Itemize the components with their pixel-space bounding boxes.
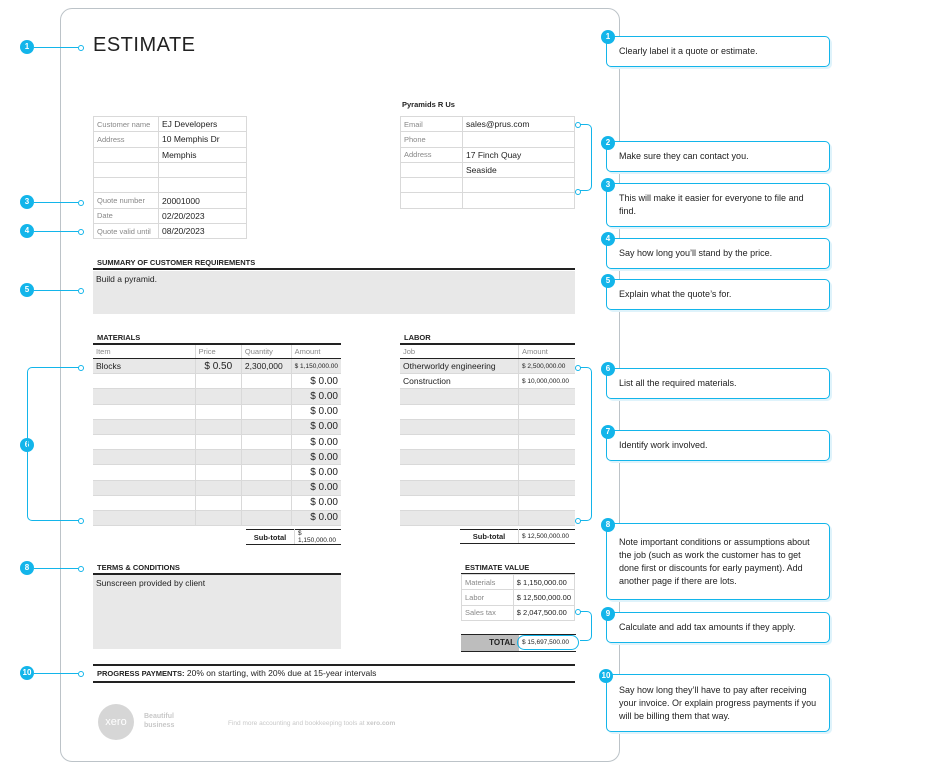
- table-row: [93, 465, 341, 480]
- customer-address-line1: 10 Memphis Dr: [159, 132, 247, 147]
- marker-4-line: [34, 231, 78, 232]
- marker-1-line: [34, 47, 78, 48]
- materials-subtotal-label: Sub-total: [246, 530, 295, 545]
- company-email: sales@prus.com: [463, 117, 575, 132]
- estimate-value-heading: ESTIMATE VALUE: [465, 563, 530, 572]
- marker-1: 1: [20, 40, 34, 54]
- total-label: TOTAL: [461, 635, 519, 651]
- labor-job: Otherworldy engineering: [400, 359, 519, 374]
- ev-tax-label: Sales tax: [462, 605, 514, 620]
- company-address-line2: Seaside: [463, 162, 575, 177]
- total-highlight-ring: [517, 635, 579, 650]
- materials-table: [93, 345, 341, 526]
- material-amount: $ 0.00: [291, 404, 341, 419]
- quote-date-label: Date: [94, 208, 159, 223]
- company-phone: [463, 132, 575, 147]
- material-amount: $ 0.00: [291, 434, 341, 449]
- material-amount: $ 0.00: [291, 480, 341, 495]
- labor-bracket: [580, 367, 592, 521]
- quote-date: 02/20/2023: [159, 208, 247, 223]
- company-info-table: [400, 116, 575, 209]
- table-row: [93, 495, 341, 510]
- marker-6-dot-top: [78, 365, 84, 371]
- materials-subtotal: [246, 529, 341, 545]
- ev-labor-label: Labor: [462, 590, 514, 605]
- ev-labor-value: $ 12,500,000.00: [513, 590, 574, 605]
- customer-info-table: [93, 116, 247, 239]
- materials-heading: MATERIALS: [97, 333, 141, 342]
- quote-valid-label: Quote valid until: [94, 224, 159, 239]
- company-address-label: Address: [401, 147, 463, 162]
- progress-label: PROGRESS PAYMENTS:: [97, 669, 185, 678]
- material-amount: $ 0.00: [291, 510, 341, 525]
- callout-6-badge: 6: [601, 362, 615, 376]
- materials-subtotal-value: $ 1,150,000.00: [295, 530, 342, 545]
- material-amount: $ 1,150,000.00: [291, 359, 341, 374]
- labor-col-amount: Amount: [519, 345, 576, 359]
- table-row: [93, 419, 341, 434]
- table-row: [400, 359, 575, 374]
- footer-link: xero.com: [366, 720, 396, 727]
- total-value: $ 15,697,500.00: [522, 639, 569, 646]
- company-email-label: Email: [401, 117, 463, 132]
- terms-heading: TERMS & CONDITIONS: [97, 563, 180, 572]
- callout-10: Say how long they’ll have to pay after receiving your invoice. Or explain progress payments if you will be billing them that way.: [606, 674, 830, 732]
- marker-8-dot: [78, 566, 84, 572]
- ev-materials-value: $ 1,150,000.00: [513, 575, 574, 590]
- marker-10-line: [34, 673, 78, 674]
- labor-subtotal-value: $ 12,500,000.00: [519, 530, 576, 544]
- labor-heading: LABOR: [404, 333, 431, 342]
- marker-8-line: [34, 568, 78, 569]
- marker-5-dot: [78, 288, 84, 294]
- quote-valid-until: 08/20/2023: [159, 224, 247, 239]
- callout-9-badge: 9: [601, 607, 615, 621]
- materials-col-item: Item: [93, 345, 195, 359]
- materials-col-price: Price: [195, 345, 241, 359]
- company-address-line1: 17 Finch Quay: [463, 147, 575, 162]
- table-row: [93, 480, 341, 495]
- company-name: Pyramids R Us: [402, 100, 455, 109]
- table-row: [93, 434, 341, 449]
- labor-job: Construction: [400, 374, 519, 389]
- marker-5: 5: [20, 283, 34, 297]
- table-row: [93, 374, 341, 389]
- callout-6: List all the required materials.: [606, 368, 830, 399]
- callout-5: Explain what the quote’s for.: [606, 279, 830, 310]
- materials-col-quantity: Quantity: [241, 345, 291, 359]
- progress-line: [97, 668, 376, 678]
- summary-heading: SUMMARY OF CUSTOMER REQUIREMENTS: [97, 258, 256, 267]
- estimate-value-table: [461, 574, 575, 635]
- callout-8: Note important conditions or assumptions about the job (such as work the customer has to get done first or discounts for early payment). Add another page if there are lots.: [606, 523, 830, 600]
- summary-rule: [93, 268, 575, 270]
- callout-4: Say how long you’ll stand by the price.: [606, 238, 830, 269]
- summary-text: Build a pyramid.: [93, 271, 575, 314]
- callout-2: Make sure they can contact you.: [606, 141, 830, 172]
- table-row: [93, 510, 341, 525]
- marker-10: 10: [20, 666, 34, 680]
- marker-3-dot: [78, 200, 84, 206]
- callout-1-badge: 1: [601, 30, 615, 44]
- material-amount: $ 0.00: [291, 465, 341, 480]
- marker-6: 6: [20, 438, 34, 452]
- materials-col-amount: Amount: [291, 345, 341, 359]
- customer-name: EJ Developers: [159, 117, 247, 132]
- material-amount: $ 0.00: [291, 419, 341, 434]
- labor-col-job: Job: [400, 345, 519, 359]
- customer-name-label: Customer name: [94, 117, 159, 132]
- quote-number-label: Quote number: [94, 193, 159, 208]
- marker-8: 8: [20, 561, 34, 575]
- company-phone-label: Phone: [401, 132, 463, 147]
- labor-subtotal-label: Sub-total: [460, 530, 519, 544]
- marker-6-bracket: [27, 367, 79, 521]
- material-item: Blocks: [93, 359, 195, 374]
- labor-table: [400, 345, 575, 526]
- marker-3-line: [34, 202, 78, 203]
- callout-9: Calculate and add tax amounts if they apply.: [606, 612, 830, 643]
- labor-amount: $ 2,500,000.00: [519, 359, 576, 374]
- table-row: [93, 404, 341, 419]
- quote-number: 20001000: [159, 193, 247, 208]
- material-amount: $ 0.00: [291, 450, 341, 465]
- customer-address-label: Address: [94, 132, 159, 147]
- callout-1: Clearly label it a quote or estimate.: [606, 36, 830, 67]
- terms-text: Sunscreen provided by client: [93, 575, 341, 649]
- ev-tax-value: $ 2,047,500.00: [513, 605, 574, 620]
- material-amount: $ 0.00: [291, 389, 341, 404]
- callout-8-badge: 8: [601, 518, 615, 532]
- callout-7: Identify work involved.: [606, 430, 830, 461]
- table-row: [93, 389, 341, 404]
- marker-1-dot: [78, 45, 84, 51]
- customer-address-line2: Memphis: [159, 147, 247, 162]
- callout-4-badge: 4: [601, 232, 615, 246]
- material-amount: $ 0.00: [291, 495, 341, 510]
- progress-rule-bottom: [93, 681, 575, 683]
- table-row: [93, 359, 341, 374]
- callout-3: This will make it easier for everyone to file and find.: [606, 183, 830, 227]
- xero-tagline: Beautiful business: [144, 713, 175, 729]
- material-price: $ 0.50: [195, 359, 241, 374]
- callout-7-badge: 7: [601, 425, 615, 439]
- document-title: ESTIMATE: [93, 34, 196, 56]
- callout-3-badge: 3: [601, 178, 615, 192]
- marker-3: 3: [20, 195, 34, 209]
- callout-2-badge: 2: [601, 136, 615, 150]
- marker-6-dot-bottom: [78, 518, 84, 524]
- table-row: [400, 374, 575, 389]
- callout-5-badge: 5: [601, 274, 615, 288]
- progress-rule-top: [93, 664, 575, 666]
- material-amount: $ 0.00: [291, 374, 341, 389]
- marker-10-dot: [78, 671, 84, 677]
- labor-subtotal: [460, 529, 575, 544]
- labor-amount: $ 10,000,000.00: [519, 374, 576, 389]
- contact-bracket: [580, 124, 592, 191]
- footer-note: Find more accounting and bookkeeping tools at xero.com: [228, 720, 396, 727]
- callout-10-badge: 10: [599, 669, 613, 683]
- marker-5-line: [34, 290, 78, 291]
- progress-text: 20% on starting, with 20% due at 15-year intervals: [186, 668, 377, 678]
- table-row: [93, 450, 341, 465]
- marker-4: 4: [20, 224, 34, 238]
- marker-4-dot: [78, 229, 84, 235]
- material-quantity: 2,300,000: [241, 359, 291, 374]
- ev-materials-label: Materials: [462, 575, 514, 590]
- xero-logo: xero: [98, 704, 134, 740]
- tax-bracket: [580, 611, 592, 641]
